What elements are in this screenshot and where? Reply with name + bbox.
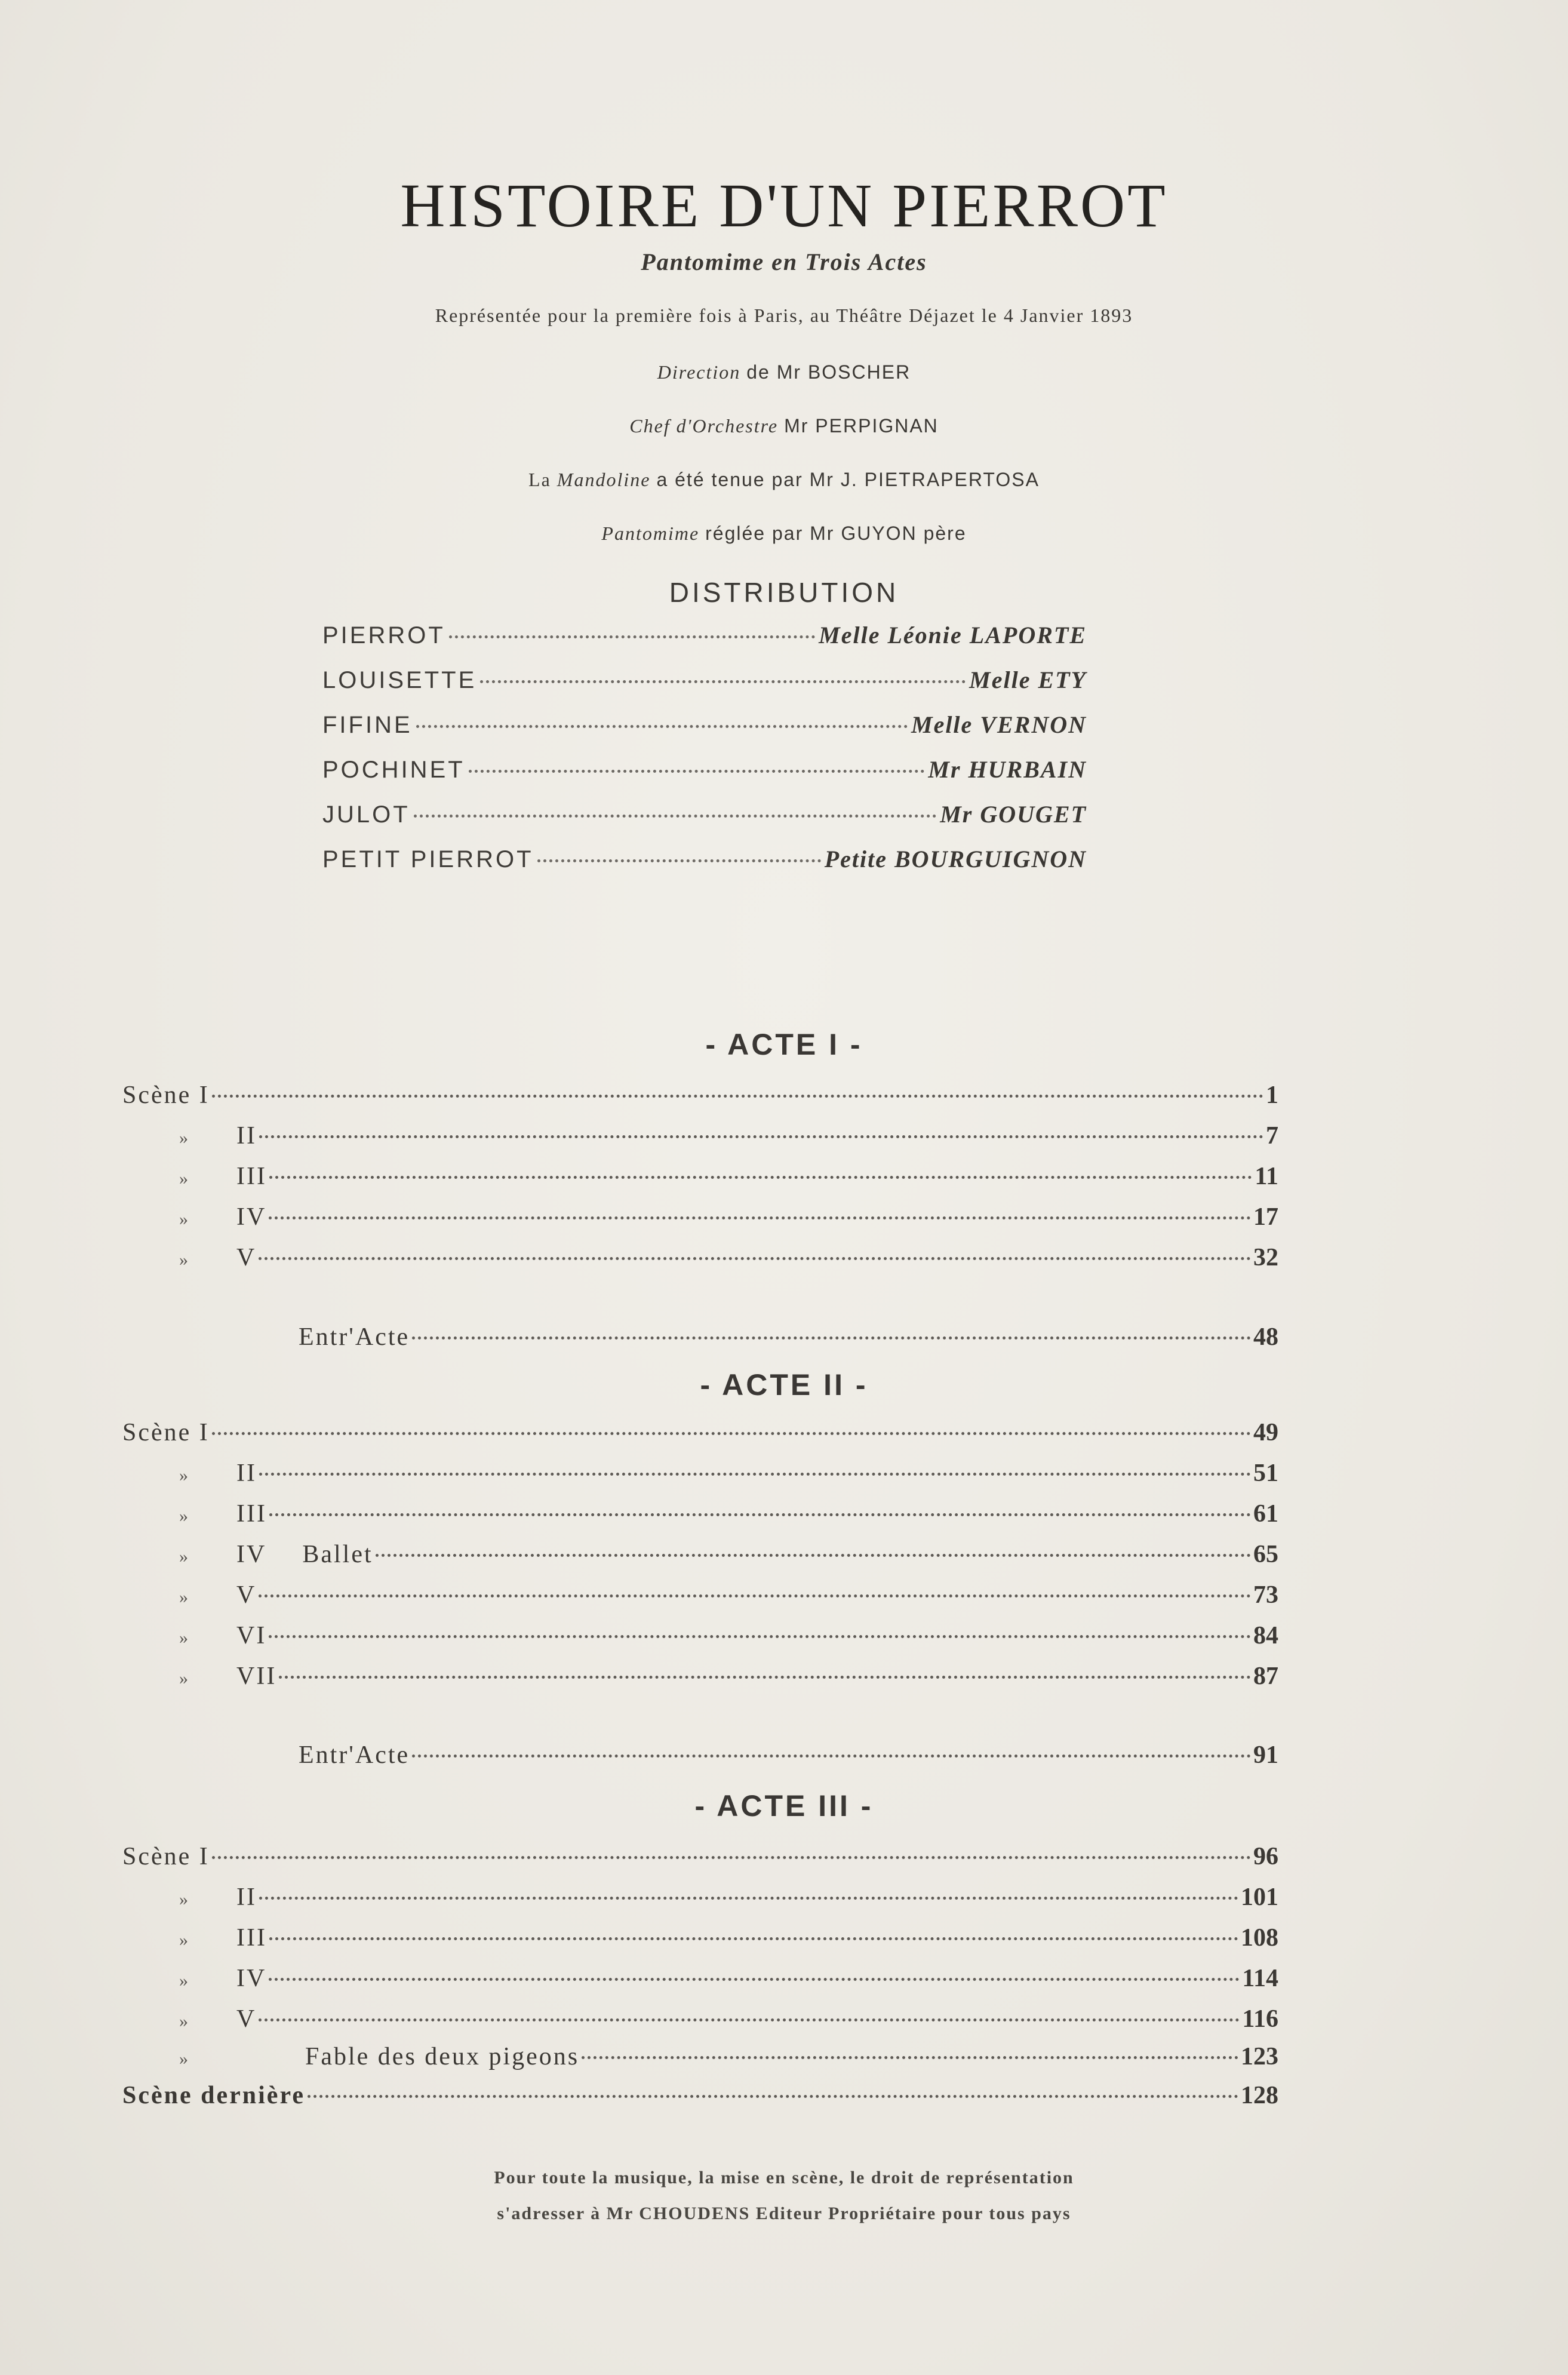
- toc-row: [179, 1243, 1278, 1279]
- leader-dots: [414, 815, 937, 818]
- leader-dots: [212, 1432, 1251, 1435]
- page-number: 1: [1266, 1081, 1278, 1109]
- page-title: HISTOIRE D'UN PIERROT: [400, 171, 1168, 240]
- toc-row: [179, 1621, 1278, 1657]
- direction-line: [0, 361, 1568, 383]
- toc-row: [179, 1203, 1278, 1239]
- leader-dots: [212, 1095, 1263, 1098]
- scene-number: IV: [236, 1965, 267, 1992]
- direction-name: de Mr BOSCHER: [746, 361, 911, 383]
- chef-line: [0, 415, 1568, 437]
- toc-row: [122, 2081, 1278, 2117]
- page-number: 108: [1241, 1924, 1278, 1952]
- toc-row: [179, 1122, 1278, 1157]
- ditto-mark: »: [179, 1250, 188, 1270]
- role-name: LOUISETTE: [322, 667, 477, 693]
- scene-label: Scène I: [122, 1843, 210, 1870]
- scene-number: II: [236, 1122, 257, 1150]
- cast-row: [322, 755, 1087, 791]
- leader-dots: [480, 680, 966, 683]
- direction-label: Direction: [657, 361, 741, 383]
- actor-name: Petite BOURGUIGNON: [824, 846, 1087, 872]
- scene-number: II: [236, 1460, 257, 1487]
- scene-label: Scène I: [122, 1419, 210, 1446]
- mandoline-label: Mandoline: [557, 469, 651, 490]
- leader-dots: [582, 2056, 1238, 2059]
- role-name: PIERROT: [322, 622, 445, 649]
- page-number: 96: [1253, 1843, 1278, 1870]
- scene-title: Ballet: [302, 1541, 373, 1568]
- role-name: JULOT: [322, 801, 410, 828]
- page-number: 61: [1253, 1500, 1278, 1528]
- entracte-row: [299, 1741, 1278, 1777]
- actor-name: Melle VERNON: [911, 711, 1087, 738]
- ditto-mark: »: [179, 2011, 188, 2031]
- leader-dots: [269, 1513, 1251, 1516]
- scene-number: III: [236, 1500, 267, 1528]
- scene-number: VI: [236, 1622, 267, 1649]
- ditto-mark: »: [179, 2049, 188, 2069]
- mandoline-line: [0, 469, 1568, 491]
- page-number: 51: [1253, 1460, 1278, 1487]
- scene-number: V: [236, 1244, 257, 1271]
- toc-row: [179, 1883, 1278, 1919]
- ditto-mark: »: [179, 1587, 188, 1607]
- cast-row: [322, 800, 1087, 836]
- toc-row: [179, 1162, 1278, 1198]
- scene-label: Scène dernière: [122, 2082, 305, 2109]
- ditto-mark: »: [179, 1465, 188, 1485]
- leader-dots: [269, 1635, 1251, 1638]
- toc-row: [122, 1418, 1278, 1454]
- actor-name: Mr HURBAIN: [928, 756, 1087, 783]
- leader-dots: [269, 1176, 1252, 1179]
- act-heading: - ACTE I -: [705, 1028, 863, 1061]
- scene-number: IV: [236, 1541, 267, 1568]
- leader-dots: [259, 1257, 1251, 1260]
- toc-row: [179, 1459, 1278, 1495]
- page-number: 65: [1253, 1541, 1278, 1568]
- toc-row: [179, 1500, 1278, 1535]
- page-number: 116: [1242, 2005, 1278, 2033]
- ditto-mark: »: [179, 1506, 188, 1526]
- cast-row: [322, 666, 1087, 702]
- page-number: 84: [1253, 1622, 1278, 1649]
- page-number: 91: [1253, 1741, 1278, 1769]
- toc-row: [122, 1842, 1278, 1878]
- leader-dots: [412, 1755, 1251, 1758]
- leader-dots: [259, 1135, 1263, 1138]
- ditto-mark: »: [179, 1547, 188, 1566]
- toc-row: [179, 1924, 1278, 1959]
- cast-row: [322, 621, 1087, 657]
- scene-number: III: [236, 1163, 267, 1190]
- page-number: 48: [1253, 1323, 1278, 1351]
- chef-label: Chef d'Orchestre: [629, 415, 779, 437]
- entracte-row: [299, 1323, 1278, 1359]
- leader-dots: [259, 1594, 1251, 1597]
- actor-name: Mr GOUGET: [940, 801, 1087, 828]
- pantomime-director: réglée par Mr GUYON père: [705, 523, 967, 544]
- ditto-mark: »: [179, 1209, 188, 1229]
- role-name: PETIT PIERROT: [322, 846, 534, 872]
- leader-dots: [269, 1937, 1238, 1940]
- scene-number: VII: [236, 1663, 277, 1690]
- leader-dots: [308, 2095, 1238, 2098]
- page-number: 73: [1253, 1581, 1278, 1609]
- act-heading: - ACTE II -: [700, 1368, 868, 1402]
- ditto-mark: »: [179, 1669, 188, 1688]
- scene-label: Scène I: [122, 1081, 210, 1109]
- pantomime-label: Pantomime: [601, 523, 700, 544]
- cast-row: [322, 845, 1087, 881]
- subtitle: Pantomime en Trois Actes: [641, 248, 927, 275]
- mandoline-article: La: [528, 469, 551, 490]
- ditto-mark: »: [179, 1889, 188, 1909]
- ditto-mark: »: [179, 1169, 188, 1188]
- ditto-mark: »: [179, 1971, 188, 1990]
- scene-number: V: [236, 1581, 257, 1609]
- leader-dots: [259, 2018, 1240, 2021]
- leader-dots: [259, 1473, 1251, 1476]
- actor-name: Melle Léonie LAPORTE: [819, 622, 1087, 649]
- ditto-mark: »: [179, 1128, 188, 1148]
- page-number: 87: [1253, 1663, 1278, 1690]
- ditto-mark: »: [179, 1628, 188, 1648]
- leader-dots: [537, 859, 821, 862]
- leader-dots: [212, 1856, 1251, 1859]
- scene-number: IV: [236, 1203, 267, 1231]
- toc-row: [179, 1662, 1278, 1698]
- ditto-mark: »: [179, 1930, 188, 1950]
- scene-number: V: [236, 2005, 257, 2033]
- toc-row: [122, 1081, 1278, 1117]
- mandoline-player: a été tenue par Mr J. PIETRAPERTOSA: [656, 469, 1040, 490]
- entracte-label: Entr'Acte: [299, 1741, 410, 1769]
- leader-dots: [279, 1676, 1251, 1679]
- entracte-label: Entr'Acte: [299, 1323, 410, 1351]
- page-number: 32: [1253, 1244, 1278, 1271]
- chef-name: Mr PERPIGNAN: [784, 415, 939, 437]
- toc-row: [179, 1540, 1278, 1576]
- page-number: 101: [1241, 1884, 1278, 1911]
- actor-name: Melle ETY: [969, 666, 1087, 693]
- toc-row: [179, 1581, 1278, 1617]
- leader-dots: [449, 635, 815, 638]
- distribution-heading: DISTRIBUTION: [669, 577, 899, 608]
- scene-number: III: [236, 1924, 267, 1952]
- page-number: 49: [1253, 1419, 1278, 1446]
- leader-dots: [269, 1978, 1240, 1981]
- role-name: FIFINE: [322, 712, 413, 738]
- act-heading: - ACTE III -: [694, 1789, 874, 1823]
- premiere-line: Représentée pour la première fois à Paris, au Théâtre Déjazet le 4 Janvier 1893: [435, 305, 1133, 326]
- scene-number: II: [236, 1884, 257, 1911]
- role-name: POCHINET: [322, 757, 465, 783]
- toc-row: [179, 2005, 1278, 2041]
- pantomime-line: [0, 523, 1568, 545]
- toc-row: [179, 2042, 1278, 2078]
- page-number: 128: [1241, 2082, 1278, 2109]
- page-number: 114: [1242, 1965, 1278, 1992]
- cast-row: [322, 711, 1087, 746]
- footer-line-2: s'adresser à Mr CHOUDENS Editeur Propriétaire pour tous pays: [497, 2204, 1071, 2223]
- leader-dots: [259, 1897, 1238, 1900]
- page-number: 123: [1241, 2043, 1278, 2070]
- leader-dots: [269, 1216, 1251, 1219]
- footer-line-1: Pour toute la musique, la mise en scène, le droit de représentation: [494, 2168, 1074, 2187]
- page-number: 7: [1266, 1122, 1278, 1150]
- leader-dots: [416, 725, 908, 728]
- scene-title: Fable des deux pigeons: [305, 2043, 580, 2070]
- leader-dots: [412, 1336, 1251, 1339]
- page-number: 11: [1255, 1163, 1278, 1190]
- page-number: 17: [1253, 1203, 1278, 1231]
- leader-dots: [469, 770, 925, 773]
- leader-dots: [376, 1554, 1251, 1557]
- toc-row: [179, 1964, 1278, 2000]
